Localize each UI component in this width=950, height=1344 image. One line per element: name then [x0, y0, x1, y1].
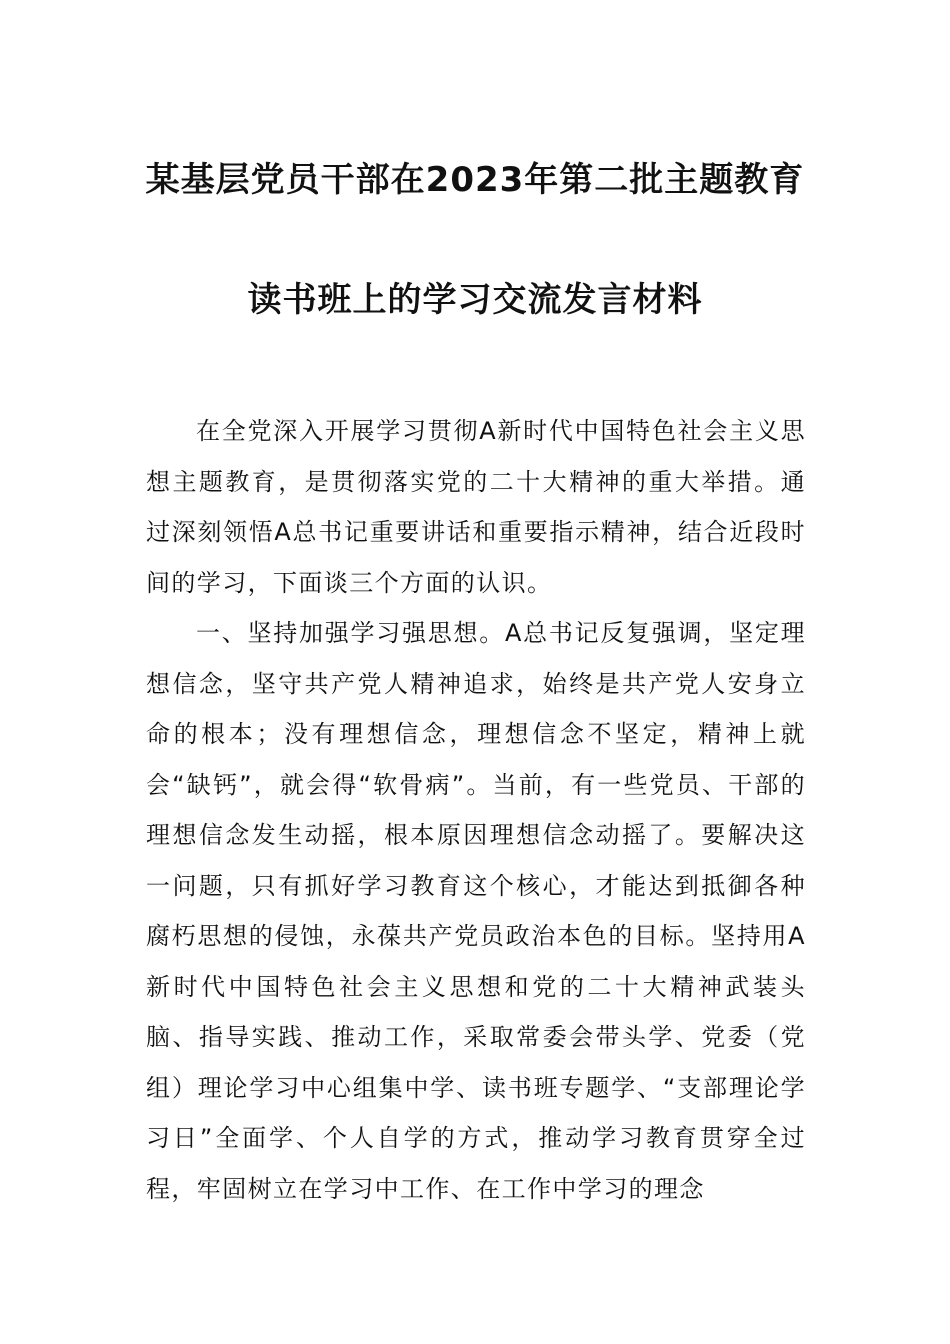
- paragraph-section-1: 一、坚持加强学习强思想。A总书记反复强调，坚定理想信念，坚守共产党人精神追求，始终是共产党人安身立命的根本；没有理想信念，理想信念不坚定，精神上就会“缺钙”，就会得“软骨病”。当前，有一些党员、干部的理想信念发生动摇，根本原因理想信念动摇了。要解决这一问题，只有抓好学习教育这个核心，才能达到抵御各种腐朽思想的侵蚀，永葆共产党员政治本色的目标。坚持用A新时代中国特色社会主义思想和党的二十大精神武装头脑、指导实践、推动工作，采取常委会带头学、党委（党组）理论学习中心组集中学、读书班专题学、“支部理论学习日”全面学、个人自学的方式，推动学习教育贯穿全过程，牢固树立在学习中工作、在工作中学习的理念: [146, 619, 806, 1203]
- document-title-line-2: 读书班上的学习交流发言材料: [247, 280, 703, 320]
- document-body: [146, 406, 806, 1214]
- document-title-line-1: 某基层党员干部在2023年第二批主题教育: [145, 160, 805, 200]
- paragraph-intro: 在全党深入开展学习贯彻A新时代中国特色社会主义思想主题教育，是贯彻落实党的二十大精神的重大举措。通过深刻领悟A总书记重要讲话和重要指示精神，结合近段时间的学习，下面谈三个方面的认识。: [146, 417, 806, 597]
